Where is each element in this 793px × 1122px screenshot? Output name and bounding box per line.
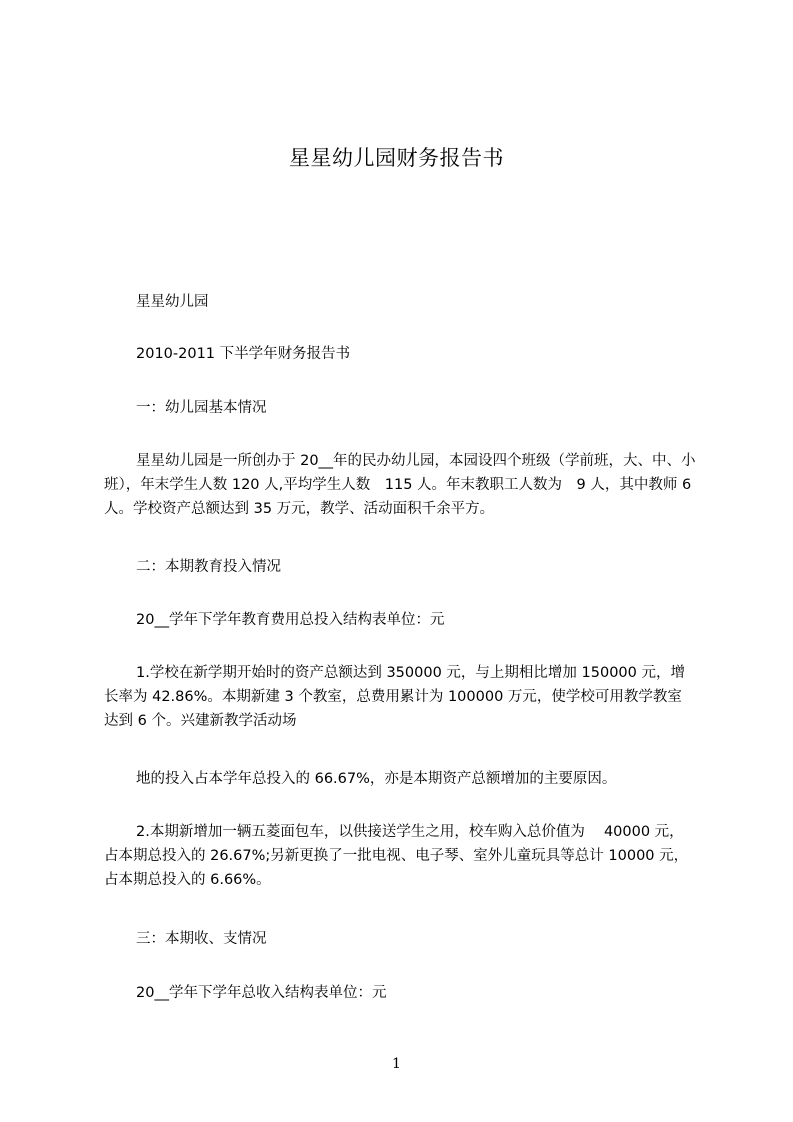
- investment-paragraph-1: 1.学校在新学期开始时的资产总额达到 350000 元，与上期相比增加 150000 元，增长率为 42.86%。本期新建 3 个教室，总费用累计为 100000 万元，使学校可用教学教室达到 6 个。兴建新教学活动场: [104, 665, 685, 729]
- income-table-caption: 20__学年下学年总收入结构表单位：元: [136, 985, 387, 1001]
- investment-paragraph-1-continued: 地的投入占本学年总投入的 66.67%，亦是本期资产总额增加的主要原因。: [136, 771, 617, 787]
- report-subtitle: 2010-2011 下半学年财务报告书: [136, 346, 351, 362]
- section-heading-income-expense: 三：本期收、支情况: [136, 931, 267, 947]
- section-heading-education-investment: 二：本期教育投入情况: [136, 559, 281, 575]
- investment-paragraph-2: 2.本期新增加一辆五菱面包车，以供接送学生之用，校车购入总价值为 40000 元，占本期总投入的 26.67%;另新更换了一批电视、电子琴、室外儿童玩具等总计 10000 元，占本期总投入的 6.66%。: [104, 824, 689, 888]
- investment-table-caption: 20__学年下学年教育费用总投入结构表单位：元: [136, 612, 445, 628]
- section-heading-basic-info: 一：幼儿园基本情况: [136, 400, 267, 416]
- kindergarten-name: 星星幼儿园: [136, 294, 209, 310]
- page-number: 1: [392, 1056, 401, 1072]
- document-title: 星星幼儿园财务报告书: [289, 146, 504, 170]
- basic-info-paragraph: 星星幼儿园是一所创办于 20__年的民办幼儿园，本园设四个班级（学前班，大、中、小班），年末学生人数 120 人,平均学生人数 115 人。年末教职工人数为 9 人，其中教师 6 人。学校资产总额达到 35 万元，教学、活动面积千余平方。: [104, 453, 696, 517]
